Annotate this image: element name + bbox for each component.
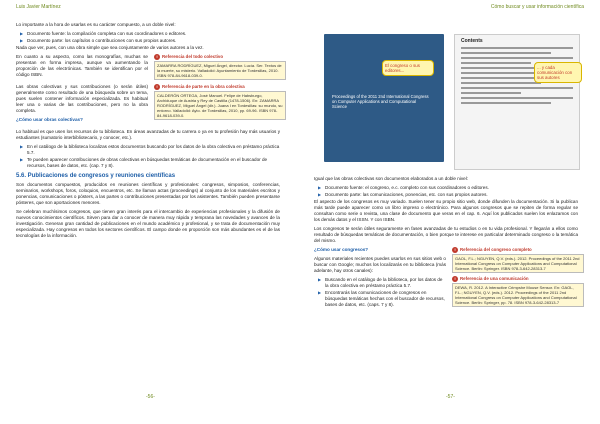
toc-title: Contents (461, 38, 483, 44)
page-number-right: -57- (446, 394, 455, 400)
ref-title: Referencia del congreso completo (460, 247, 532, 252)
left-page (16, 22, 283, 242)
paragraph: Las obras colectivas y sus contribuciones (o serán útiles) generalmente como resultado de una búsqueda sobre un tema, pues suelen contener información especializada. Es habitual leer una o varias de las contribuciones, pero no la obra completa. (16, 84, 148, 113)
paragraph: Nada que ver, pues, con una obra simple que sea conjuntamente de varios autores a la vez. (16, 45, 204, 50)
ref-text: DEWA, R. 2012. A Interactive Crimpshe Mouse Sensor. En: GAOL, F.L.; NGUYEN, Q.V. (eds.). 2012. Proceedings of the 2011 2nd International Congress on Computer Applications and Computational Science. Berlin: Springer, pp. 78. ISBN 978-3-642-28313-7 (452, 283, 584, 307)
book-cover (324, 34, 444, 162)
intro: Lo importante a la hora de usarlas es su carácter compuesto, a un doble nivel: (16, 22, 176, 27)
paragraph: Son documentos compuestos, producidos en reuniones científicas y profesionales: congresos, simposios, conferencias, seminarios, workshops, foros, coloquios, encuentros, etc. Se llaman actas (proceedings) al conjunto de los materiales escritos y ponencias, comunicaciones o pósters, a las partes o contribuciones presentadas por los asistentes. También pueden presentarse pósteres, que son aportaciones menores. (16, 182, 280, 205)
ref-text: ZAMARRA RODRÍGUEZ, Miguel Ángel, director. Lucía. Ser. Textos de la muerte, su misterio. Valladolid: Ayuntamiento de Tordesillas, 2010. ISBN 978-84-9618-039-0. (154, 61, 286, 80)
callout: El congreso o sus editores... (382, 60, 434, 76)
right-page (314, 176, 578, 312)
paragraph: Lo habitual es que usen los recursos de tu biblioteca. En áreas avanzadas de tu carrera o ya en tu profesión hay más usuarios y estudiantes (sumatorio interbibliotecario, y conocer, etc.). (16, 129, 280, 140)
header-right: Cómo buscar y usar información científica (490, 4, 584, 10)
info-icon: ! (452, 276, 458, 282)
page-number-left: -56- (146, 394, 155, 400)
paragraph: En cuanto a su aspecto, como las monografías, muchas se presentan en forma impresa, aunque va aumentando la proporción de las electrónicas. También se identifican por el código ISBN. (16, 54, 148, 77)
ref-text: GAOL, F.L.; NGUYEN, Q.V. (eds.). 2012. Proceedings of the 2011 2nd International Congress on Computer Applications and Computational Science. Berlin: Springer. ISBN 978-3-642-28313-7 (452, 254, 584, 273)
reference-box (452, 276, 584, 307)
table-of-contents (454, 34, 580, 170)
ref-title: Referencia del todo colectivo (162, 54, 223, 59)
figure (314, 22, 582, 172)
paragraph: Los congresos te serán útiles seguramente en fases avanzadas de tu estudios o en tu vida profesional. Y llegarán a ellos como resultado de búsquedas temáticas de documentación, o bien porque te interese en particular determinado congreso o la temática del mismo. (314, 226, 578, 243)
info-icon: ! (154, 84, 160, 90)
paragraph: Se celebran muchísimos congresos, que tienen gran interés para el intercambio de experiencias profesionales y la difusión de nuevos conocimientos científicos. Sirven para dar a conocer de manera muy rápida y temprana las novedades y avances de la investigación. Generan gran cantidad de publicaciones en el mundo académico y profesional, y se trata de documentación muy especializada. Hay congresos en todos los sectores científicos. El campo donde en proporción son más abundantes es el de las tecnologías de la información. (16, 209, 280, 238)
bullet: ▶ Te pueden aparecer contribuciones de obras colectivas en búsquedas temáticas de documentación en el buscador de recursos, bases de datos, etc. (cap. 7 y 8). (20, 157, 280, 169)
bullet: ▶ Documento parte: los capítulos o contribuciones con sus propios autores. (20, 38, 280, 44)
paragraph: Igual que las obras colectivas son documentos elaborados a un doble nivel: (314, 176, 468, 181)
bullet: ▶ Buscando en el catálogo de la biblioteca, por los datos de la obra colectiva en préstamo práctica 5.7. (318, 277, 446, 289)
reference-box (154, 84, 286, 126)
header-left: Luis Javier Martínez (16, 4, 61, 10)
info-icon: ! (154, 54, 160, 60)
bullet: ▶ Encontrarás las comunicaciones de congresos en búsquedas temáticas hechas con el buscador de recursos, bases de datos, etc. (caps. 7 y 8). (318, 290, 446, 308)
ref-title: Referencia de una comunicación (460, 276, 529, 281)
ref-text: CALDERÓN ORTEGA, José Manuel. Felipe de Habsburgo, Archiduque de Austria y Rey de Castilla (1478-1506). En: ZAMARRA RODRÍGUEZ, Miguel Ángel (dir.). Juana I en Tordesillas: su mundo, su entorno. Valladolid: Ayto. de Tordesillas, 2010, pp. 69-96. ISBN 978-84-9618-039-0. (154, 91, 286, 120)
ref-title: Referencia de parte en la obra colectiva (162, 84, 245, 89)
info-icon: ! (452, 247, 458, 253)
reference-box (452, 247, 584, 273)
question: ¿Cómo usar obras colectivas? (16, 117, 83, 122)
section-title: 5.6. Publicaciones de congresos y reuniones científicas (16, 173, 176, 179)
question: ¿Cómo usar congresos? (314, 247, 369, 252)
reference-box (154, 54, 286, 81)
bullet: ▶ Documento fuente: la compilación completa con sus coordinadores o editores. (20, 31, 280, 37)
paragraph: El aspecto de los congresos es muy variado. Suelen tener su propio sitio web, donde difunden la documentación. Si la publican más tarde puede aparecer como un libro impreso o electrónico. Para algunos congresos que se repiten de forma regular se consultan como serie o revista, una clase de documento que veras en el cap. 6. Aquí los publicados suelen los enlazamos con los demás datos y el ISSN. Y con ISBN. (314, 199, 578, 222)
paragraph: Algunos materiales recientes puedes usarlos en sus sitios web o buscar con Google; muchos los localizarás en tu biblioteca (más adelante, hay otros canales): (314, 256, 446, 273)
bullet: ▶ Documento fuente: el congreso, e.c. completo con sus coordinadores o editores. (318, 185, 578, 191)
callout: ... y cada comunicación con sus autores (534, 62, 582, 83)
book-title: Proceedings of the 2011 2nd International Congress on Computer Applications and Computational Science (332, 94, 429, 109)
bullet: ▶ En el catálogo de la biblioteca localizas estos documentos buscando por los datos de la obra colectiva en préstamo práctica 5.7. (20, 144, 280, 156)
bullet: ▶ Documento parte: las comunicaciones, ponencias, etc. con sus propios autores. (318, 192, 578, 198)
